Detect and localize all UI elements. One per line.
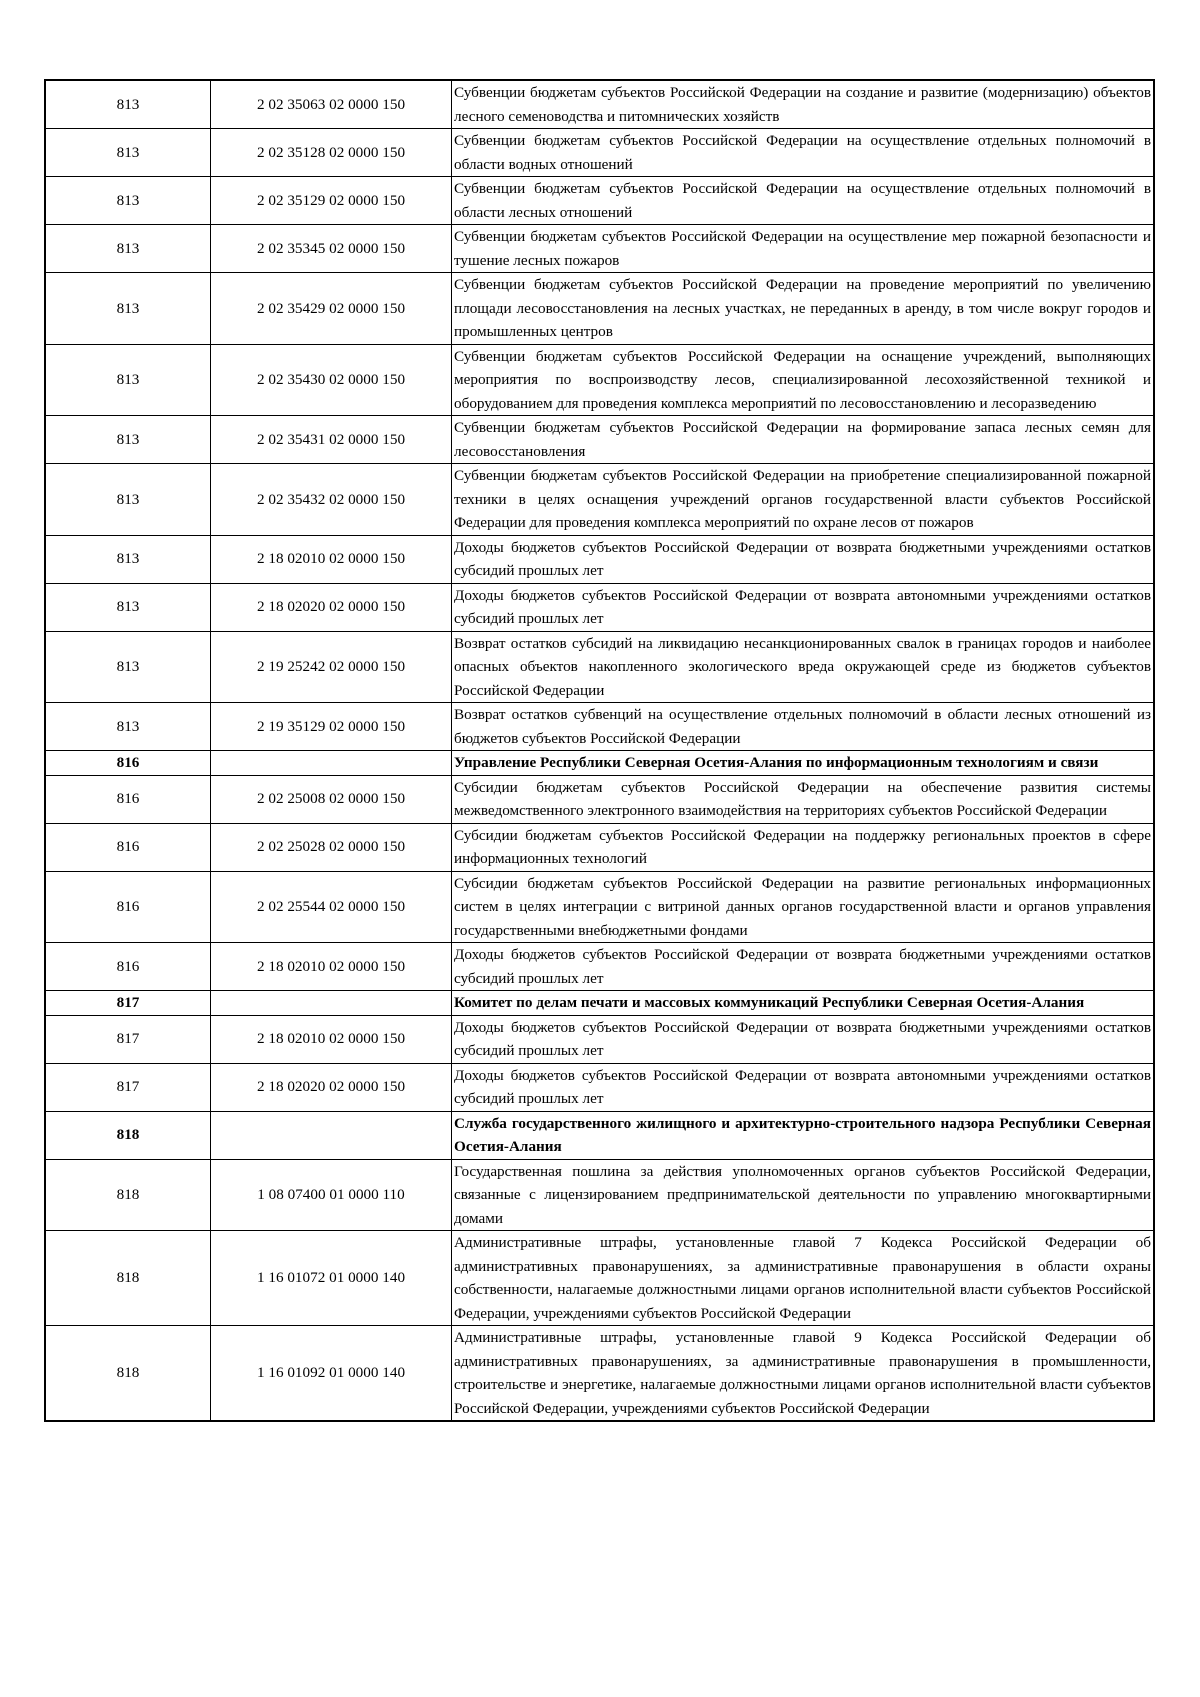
table-row xyxy=(45,823,1154,871)
table-row xyxy=(45,871,1154,943)
revenue-code-cell: 2 02 35431 02 0000 150 xyxy=(211,416,452,464)
revenue-code-cell xyxy=(211,991,452,1016)
revenue-code-cell: 2 02 25028 02 0000 150 xyxy=(211,823,452,871)
revenue-code-cell: 1 16 01092 01 0000 140 xyxy=(211,1326,452,1422)
admin-code-cell: 818 xyxy=(45,1326,211,1422)
revenue-code-cell: 2 18 02020 02 0000 150 xyxy=(211,1063,452,1111)
table-row xyxy=(45,273,1154,345)
description-cell: Доходы бюджетов субъектов Российской Федерации от возврата автономными учреждениями остатков субсидий прошлых лет xyxy=(452,1063,1155,1111)
revenue-code-cell: 2 02 35063 02 0000 150 xyxy=(211,80,452,129)
admin-code-cell: 817 xyxy=(45,1015,211,1063)
table-section-row xyxy=(45,751,1154,776)
admin-code-cell: 813 xyxy=(45,703,211,751)
description-cell: Административные штрафы, установленные главой 7 Кодекса Российской Федерации об административных правонарушениях, за административные правонарушения в области охраны собственности, налагаемые должностными лицами органов исполнительной власти субъектов Российской Федерации, учреждениями субъектов Российской Федерации xyxy=(452,1231,1155,1326)
table-row xyxy=(45,177,1154,225)
admin-code-cell: 818 xyxy=(45,1111,211,1159)
revenue-code-cell: 2 18 02010 02 0000 150 xyxy=(211,535,452,583)
revenue-code-cell: 2 18 02010 02 0000 150 xyxy=(211,943,452,991)
admin-code-cell: 818 xyxy=(45,1159,211,1231)
admin-code-cell: 816 xyxy=(45,751,211,776)
revenue-code-cell: 1 16 01072 01 0000 140 xyxy=(211,1231,452,1326)
revenue-code-cell: 2 02 35429 02 0000 150 xyxy=(211,273,452,345)
revenue-code-cell: 2 02 35430 02 0000 150 xyxy=(211,344,452,416)
description-cell: Субвенции бюджетам субъектов Российской Федерации на осуществление отдельных полномочий в области лесных отношений xyxy=(452,177,1155,225)
table-section-row xyxy=(45,991,1154,1016)
table-row xyxy=(45,416,1154,464)
table-row xyxy=(45,703,1154,751)
table-row xyxy=(45,80,1154,129)
table-row xyxy=(45,344,1154,416)
description-cell: Доходы бюджетов субъектов Российской Федерации от возврата бюджетными учреждениями остатков субсидий прошлых лет xyxy=(452,1015,1155,1063)
admin-code-cell: 813 xyxy=(45,631,211,703)
admin-code-cell: 816 xyxy=(45,871,211,943)
table-row xyxy=(45,535,1154,583)
description-cell: Субсидии бюджетам субъектов Российской Федерации на обеспечение развития системы межведомственного электронного взаимодействия на территориях субъектов Российской Федерации xyxy=(452,775,1155,823)
description-cell: Субвенции бюджетам субъектов Российской Федерации на проведение мероприятий по увеличению площади лесовосстановления на лесных участках, не переданных в аренду, в том числе вокруг городов и промышленных центров xyxy=(452,273,1155,345)
revenue-code-cell: 2 19 35129 02 0000 150 xyxy=(211,703,452,751)
admin-code-cell: 813 xyxy=(45,273,211,345)
description-cell: Субвенции бюджетам субъектов Российской Федерации на осуществление отдельных полномочий в области водных отношений xyxy=(452,129,1155,177)
admin-code-cell: 813 xyxy=(45,464,211,536)
admin-code-cell: 818 xyxy=(45,1231,211,1326)
table-row xyxy=(45,225,1154,273)
description-cell: Государственная пошлина за действия уполномоченных органов субъектов Российской Федерации, связанные с лицензированием предпринимательской деятельности по управлению многоквартирными домами xyxy=(452,1159,1155,1231)
description-cell: Административные штрафы, установленные главой 9 Кодекса Российской Федерации об административных правонарушениях, за административные правонарушения в промышленности, строительстве и энергетике, налагаемые должностными лицами органов исполнительной власти субъектов Российской Федерации, учреждениями субъектов Российской Федерации xyxy=(452,1326,1155,1422)
description-cell: Субвенции бюджетам субъектов Российской Федерации на оснащение учреждений, выполняющих мероприятия по воспроизводству лесов, специализированной лесохозяйственной техникой и оборудованием для проведения комплекса мероприятий по лесовосстановлению и лесоразведению xyxy=(452,344,1155,416)
revenue-code-cell: 1 08 07400 01 0000 110 xyxy=(211,1159,452,1231)
admin-code-cell: 813 xyxy=(45,80,211,129)
description-cell: Доходы бюджетов субъектов Российской Федерации от возврата бюджетными учреждениями остатков субсидий прошлых лет xyxy=(452,943,1155,991)
revenue-code-cell: 2 18 02020 02 0000 150 xyxy=(211,583,452,631)
admin-code-cell: 813 xyxy=(45,177,211,225)
description-cell: Субсидии бюджетам субъектов Российской Федерации на поддержку региональных проектов в сфере информационных технологий xyxy=(452,823,1155,871)
description-cell: Доходы бюджетов субъектов Российской Федерации от возврата бюджетными учреждениями остатков субсидий прошлых лет xyxy=(452,535,1155,583)
description-cell: Субвенции бюджетам субъектов Российской Федерации на формирование запаса лесных семян для лесовосстановления xyxy=(452,416,1155,464)
table-row xyxy=(45,1063,1154,1111)
description-cell: Субсидии бюджетам субъектов Российской Федерации на развитие региональных информационных систем в целях интеграции с витриной данных органов государственной власти и органов управления государственными внебюджетными фондами xyxy=(452,871,1155,943)
revenue-code-cell: 2 19 25242 02 0000 150 xyxy=(211,631,452,703)
description-cell: Возврат остатков субсидий на ликвидацию несанкционированных свалок в границах городов и наиболее опасных объектов накопленного экологического вреда окружающей среде из бюджетов субъектов Российской Федерации xyxy=(452,631,1155,703)
description-cell: Служба государственного жилищного и архитектурно-строительного надзора Республики Северная Осетия-Алания xyxy=(452,1111,1155,1159)
admin-code-cell: 816 xyxy=(45,775,211,823)
description-cell: Управление Республики Северная Осетия-Алания по информационным технологиям и связи xyxy=(452,751,1155,776)
admin-code-cell: 813 xyxy=(45,583,211,631)
table-row xyxy=(45,775,1154,823)
admin-code-cell: 813 xyxy=(45,535,211,583)
admin-code-cell: 816 xyxy=(45,823,211,871)
table-body xyxy=(45,80,1154,1421)
table-row xyxy=(45,464,1154,536)
admin-code-cell: 813 xyxy=(45,129,211,177)
revenue-code-cell: 2 02 25008 02 0000 150 xyxy=(211,775,452,823)
admin-code-cell: 817 xyxy=(45,1063,211,1111)
description-cell: Доходы бюджетов субъектов Российской Федерации от возврата автономными учреждениями остатков субсидий прошлых лет xyxy=(452,583,1155,631)
table-row xyxy=(45,583,1154,631)
table-row xyxy=(45,631,1154,703)
revenue-code-cell: 2 02 35432 02 0000 150 xyxy=(211,464,452,536)
revenue-codes-table xyxy=(44,79,1155,1422)
description-cell: Субвенции бюджетам субъектов Российской Федерации на осуществление мер пожарной безопасности и тушение лесных пожаров xyxy=(452,225,1155,273)
revenue-code-cell: 2 18 02010 02 0000 150 xyxy=(211,1015,452,1063)
revenue-code-cell xyxy=(211,751,452,776)
description-cell: Комитет по делам печати и массовых коммуникаций Республики Северная Осетия-Алания xyxy=(452,991,1155,1016)
table-row xyxy=(45,943,1154,991)
table-row xyxy=(45,129,1154,177)
admin-code-cell: 813 xyxy=(45,416,211,464)
table-section-row xyxy=(45,1111,1154,1159)
revenue-code-cell: 2 02 35128 02 0000 150 xyxy=(211,129,452,177)
admin-code-cell: 813 xyxy=(45,225,211,273)
revenue-code-cell xyxy=(211,1111,452,1159)
table-row xyxy=(45,1326,1154,1422)
description-cell: Субвенции бюджетам субъектов Российской Федерации на приобретение специализированной пожарной техники в целях оснащения учреждений органов государственной власти субъектов Российской Федерации для проведения комплекса мероприятий по охране лесов от пожаров xyxy=(452,464,1155,536)
description-cell: Субвенции бюджетам субъектов Российской Федерации на создание и развитие (модернизацию) объектов лесного семеноводства и питомнических хозяйств xyxy=(452,80,1155,129)
table-row xyxy=(45,1015,1154,1063)
admin-code-cell: 813 xyxy=(45,344,211,416)
revenue-code-cell: 2 02 35129 02 0000 150 xyxy=(211,177,452,225)
description-cell: Возврат остатков субвенций на осуществление отдельных полномочий в области лесных отношений из бюджетов субъектов Российской Федерации xyxy=(452,703,1155,751)
revenue-code-cell: 2 02 25544 02 0000 150 xyxy=(211,871,452,943)
table-row xyxy=(45,1159,1154,1231)
admin-code-cell: 816 xyxy=(45,943,211,991)
table-row xyxy=(45,1231,1154,1326)
revenue-code-cell: 2 02 35345 02 0000 150 xyxy=(211,225,452,273)
admin-code-cell: 817 xyxy=(45,991,211,1016)
